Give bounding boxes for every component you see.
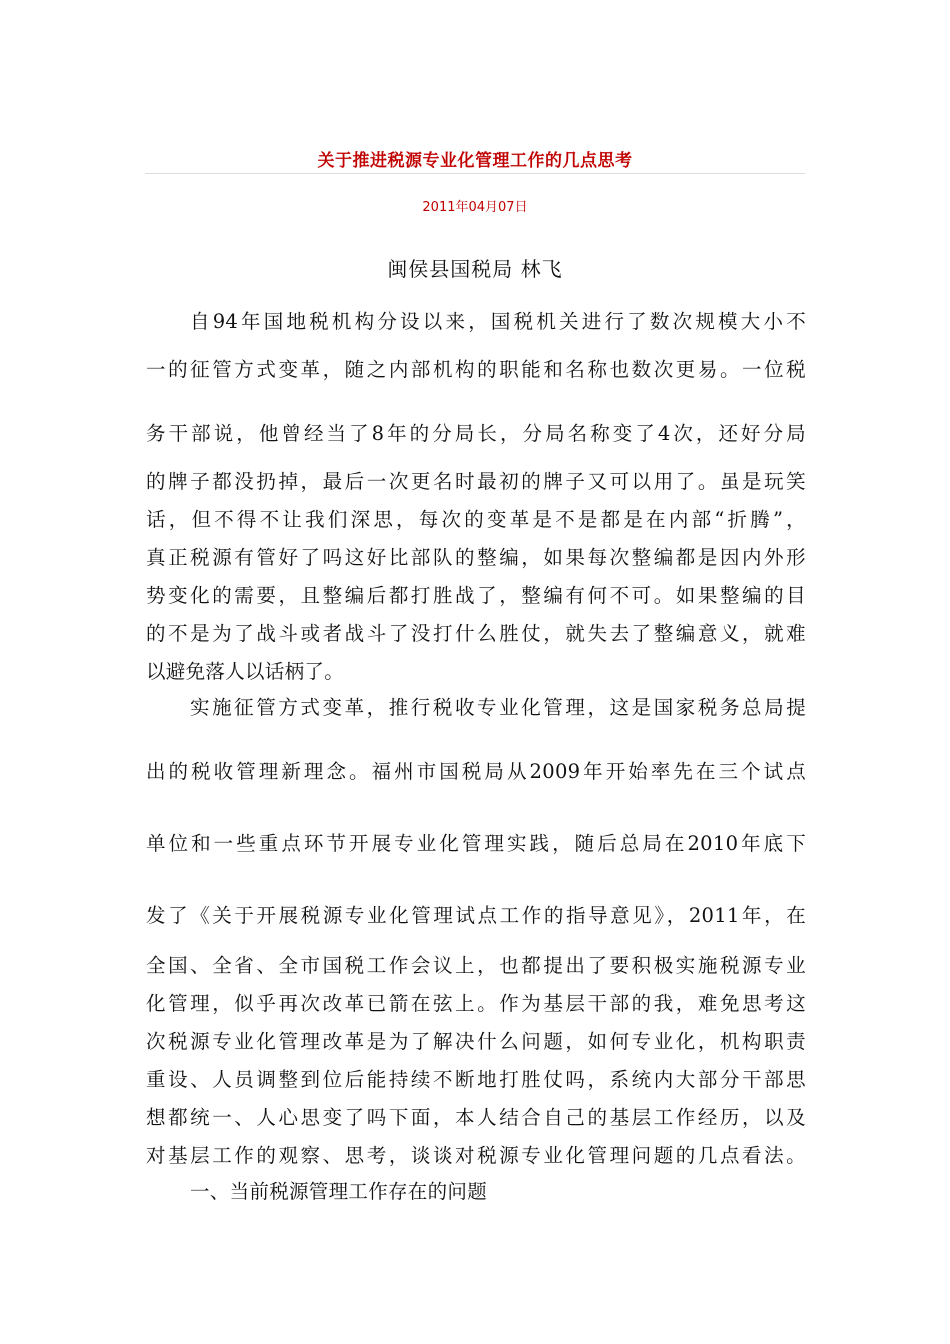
title-divider bbox=[145, 173, 805, 174]
body-line: 全国、全省、全市国税工作会议上，也都提出了要积极实施税源专业 bbox=[146, 954, 806, 977]
body-line: 务干部说，他曾经当了8年的分局长，分局名称变了4次，还好分局 bbox=[146, 422, 806, 445]
body-line: 一的征管方式变革，随之内部机构的职能和名称也数次更易。一位税 bbox=[146, 358, 806, 381]
body-line: 单位和一些重点环节开展专业化管理实践，随后总局在2010年底下 bbox=[146, 832, 806, 855]
body-line: 想都统一、人心思变了吗下面，本人结合自己的基层工作经历，以及 bbox=[146, 1106, 806, 1129]
body-line: 的不是为了战斗或者战斗了没打什么胜仗，就失去了整编意义，就难 bbox=[146, 622, 806, 645]
body-line: 重设、人员调整到位后能持续不断地打胜仗吗，系统内大部分干部思 bbox=[146, 1068, 806, 1091]
body-line: 话，但不得不让我们深思，每次的变革是不是都是在内部“折腾”， bbox=[146, 508, 806, 531]
body-line: 出的税收管理新理念。福州市国税局从2009年开始率先在三个试点 bbox=[146, 760, 806, 783]
body-line: 化管理，似乎再次改革已箭在弦上。作为基层干部的我，难免思考这 bbox=[146, 992, 806, 1015]
article-title: 关于推进税源专业化管理工作的几点思考 bbox=[317, 151, 633, 171]
body-line: 的牌子都没扔掉，最后一次更名时最初的牌子又可以用了。虽是玩笑 bbox=[146, 470, 806, 493]
body-line: 发了《关于开展税源专业化管理试点工作的指导意见》，2011年，在 bbox=[146, 904, 806, 927]
article-author: 闽侯县国税局 林飞 bbox=[387, 257, 563, 281]
body-line: 真正税源有管好了吗这好比部队的整编，如果每次整编都是因内外形 bbox=[146, 546, 806, 569]
body-line: 对基层工作的观察、思考，谈谈对税源专业化管理问题的几点看法。 bbox=[146, 1144, 806, 1167]
body-line: 自94年国地税机构分设以来，国税机关进行了数次规模大小不 bbox=[190, 310, 806, 333]
body-line: 次税源专业化管理改革是为了解决什么问题，如何专业化，机构职责 bbox=[146, 1030, 806, 1053]
body-line: 实施征管方式变革，推行税收专业化管理，这是国家税务总局提 bbox=[190, 696, 806, 719]
section-heading: 一、当前税源管理工作存在的问题 bbox=[190, 1180, 488, 1203]
body-line: 势变化的需要，且整编后都打胜战了，整编有何不可。如果整编的目 bbox=[146, 584, 806, 607]
body-line: 以避免落人以话柄了。 bbox=[146, 660, 345, 683]
article-date: 2011年04月07日 bbox=[422, 200, 528, 215]
